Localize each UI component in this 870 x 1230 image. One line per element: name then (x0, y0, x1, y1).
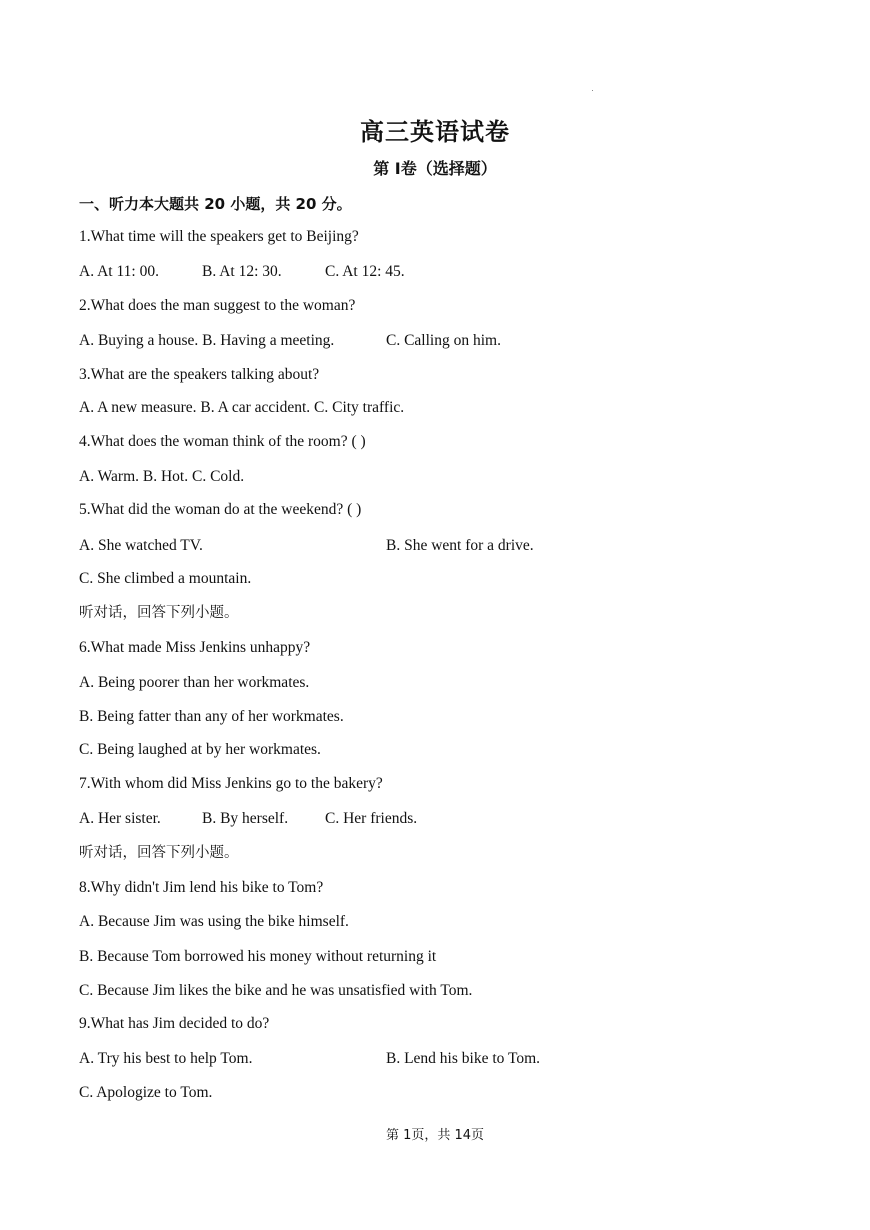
exam-title: 高三英语试卷 (360, 118, 510, 146)
question-6-stem: 6.What made Miss Jenkins unhappy? (79, 639, 311, 656)
page-footer: 第 1页，共 14页 (385, 1128, 485, 1143)
listening-instruction-2: 听对话，回答下列小题。 (79, 845, 239, 861)
question-6-option-c: C. Being laughed at by her workmates. (79, 741, 321, 758)
question-5-option-c: C. She climbed a mountain. (79, 570, 252, 587)
question-9-option-a: A. Try his best to help Tom. (79, 1050, 253, 1067)
question-9-option-c: C. Apologize to Tom. (79, 1084, 213, 1101)
question-1-stem: 1.What time will the speakers get to Beijing? (79, 228, 359, 245)
scan-speck (592, 90, 593, 91)
question-1-option-a: A. At 11: 00. (79, 263, 159, 280)
question-9-stem: 9.What has Jim decided to do? (79, 1015, 270, 1032)
listening-instruction-1: 听对话，回答下列小题。 (79, 605, 239, 621)
question-7-stem: 7.With whom did Miss Jenkins go to the bakery? (79, 775, 383, 792)
question-8-option-c: C. Because Jim likes the bike and he was unsatisfied with Tom. (79, 982, 473, 999)
question-4-options: A. Warm. B. Hot. C. Cold. (79, 468, 245, 485)
question-5-option-b: B. She went for a drive. (386, 537, 534, 554)
question-1-option-b: B. At 12: 30. (202, 263, 282, 280)
question-8-stem: 8.Why didn't Jim lend his bike to Tom? (79, 879, 324, 896)
question-9-option-b: B. Lend his bike to Tom. (386, 1050, 541, 1067)
question-2-options-ab: A. Buying a house. B. Having a meeting. (79, 332, 335, 349)
question-7-option-a: A. Her sister. (79, 810, 161, 827)
question-4-stem: 4.What does the woman think of the room? ( ) (79, 433, 366, 450)
question-5-stem: 5.What did the woman do at the weekend? ( ) (79, 501, 362, 518)
question-1-option-c: C. At 12: 45. (325, 263, 405, 280)
question-2-stem: 2.What does the man suggest to the woman? (79, 297, 356, 314)
question-7-option-c: C. Her friends. (325, 810, 418, 827)
part-subtitle: 第 I卷（选择题） (373, 159, 497, 178)
question-3-stem: 3.What are the speakers talking about? (79, 366, 320, 383)
question-5-option-a: A. She watched TV. (79, 537, 203, 554)
question-3-options: A. A new measure. B. A car accident. C. City traffic. (79, 399, 405, 416)
question-2-option-c: C. Calling on him. (386, 332, 501, 349)
question-6-option-b: B. Being fatter than any of her workmates. (79, 708, 344, 725)
question-7-option-b: B. By herself. (202, 810, 289, 827)
question-6-option-a: A. Being poorer than her workmates. (79, 674, 310, 691)
section-heading: 一、听力本大题共 20 小题，共 20 分。 (79, 195, 352, 213)
question-8-option-b: B. Because Tom borrowed his money without returning it (79, 948, 437, 965)
question-8-option-a: A. Because Jim was using the bike himself. (79, 913, 349, 930)
